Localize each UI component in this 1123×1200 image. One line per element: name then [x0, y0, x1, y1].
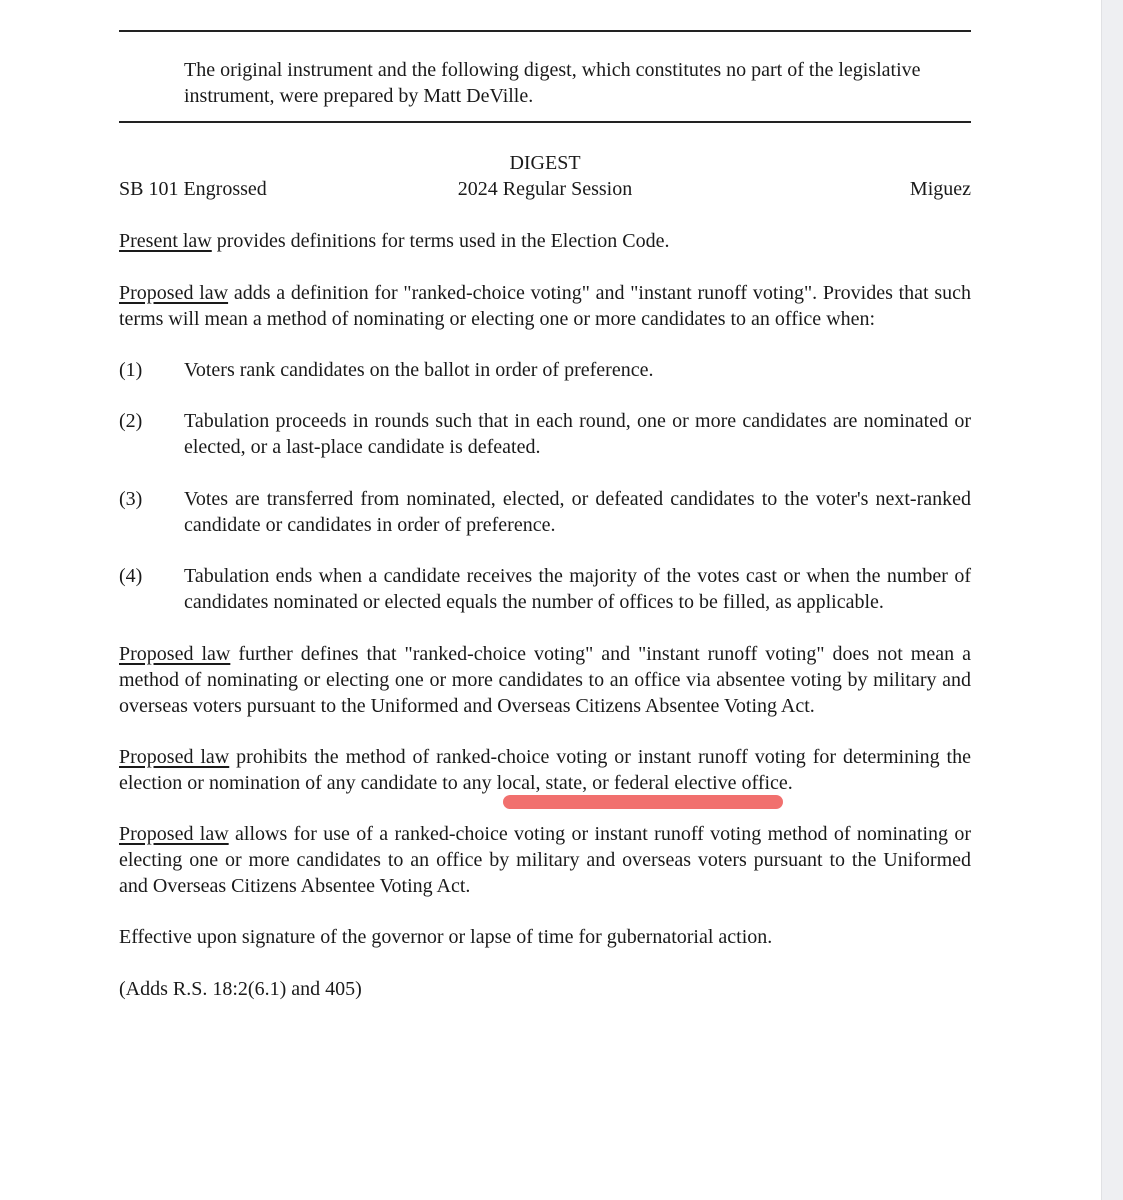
- list-item-text: Tabulation proceeds in rounds such that in each round, one or more candidates are nominated or elected, or a last-place candidate is defeated.: [184, 410, 971, 458]
- red-highlight-underline: [503, 795, 783, 809]
- list-item-number: (3): [119, 488, 143, 510]
- paragraph-lead: Proposed law: [119, 643, 231, 665]
- list-item-text: Voters rank candidates on the ballot in order of preference.: [184, 359, 654, 381]
- list-item-text: Votes are transferred from nominated, elected, or defeated candidates to the voter's next-ranked candidate or candidates in order of preference.: [184, 488, 971, 536]
- paragraph-body: prohibits the method of ranked-choice voting or instant runoff voting for determining the election or nomination of any candidate to any local, state, or federal elective office.: [119, 746, 971, 794]
- preface-note: The original instrument and the following digest, which constitutes no part of the legislative instrument, were prepared by Matt DeVille.: [184, 59, 921, 107]
- bill-author: Miguez: [909, 178, 971, 200]
- paragraph-exclusion: [119, 641, 971, 719]
- paragraph-lead: Present law: [119, 230, 212, 252]
- paragraph-body: further defines that "ranked-choice voting" and "instant runoff voting" does not mean a method of nominating or electing one or more candidates to an office via absentee voting by military and overseas voters pursuant to the Uniformed and Overseas Citizens Absentee Voting Act.: [119, 643, 971, 717]
- paragraph-prohibition: [119, 744, 971, 796]
- paragraph-effective: Effective upon signature of the governor or lapse of time for gubernatorial action.: [119, 926, 773, 948]
- paragraph-body: provides definitions for terms used in the Election Code.: [211, 230, 670, 252]
- list-item-number: (4): [119, 565, 143, 587]
- paragraph-present-law: [119, 228, 971, 254]
- digest-title: DIGEST: [509, 152, 581, 174]
- bill-number: SB 101 Engrossed: [119, 178, 267, 200]
- list-item-number: (1): [119, 359, 143, 381]
- paragraph-allowance: [119, 821, 971, 899]
- scrollbar-gutter[interactable]: [1101, 0, 1123, 1200]
- top-rule: [119, 30, 971, 32]
- paragraph-body: adds a definition for "ranked-choice voting" and "instant runoff voting". Provides that such terms will mean a method of nominating or electing one or more candidates to an office when:: [119, 282, 971, 330]
- middle-rule: [119, 121, 971, 123]
- session-label: 2024 Regular Session: [457, 178, 633, 200]
- paragraph-lead: Proposed law: [119, 823, 229, 845]
- paragraph-statute-reference: (Adds R.S. 18:2(6.1) and 405): [119, 978, 362, 1000]
- bill-header: [119, 176, 971, 202]
- paragraph-definition: [119, 280, 971, 332]
- paragraph-lead: Proposed law: [119, 746, 230, 768]
- list-item-number: (2): [119, 410, 143, 432]
- paragraph-body: allows for use of a ranked-choice voting or instant runoff voting method of nominating or electing one or more candidates to an office by military and overseas voters pursuant to the Uniformed and Overseas Citizens Absentee Voting Act.: [119, 823, 972, 897]
- paragraph-lead: Proposed law: [119, 282, 229, 304]
- list-item-text: Tabulation ends when a candidate receives the majority of the votes cast or when the number of candidates nominated or elected equals the number of offices to be filled, as applicable.: [184, 565, 971, 613]
